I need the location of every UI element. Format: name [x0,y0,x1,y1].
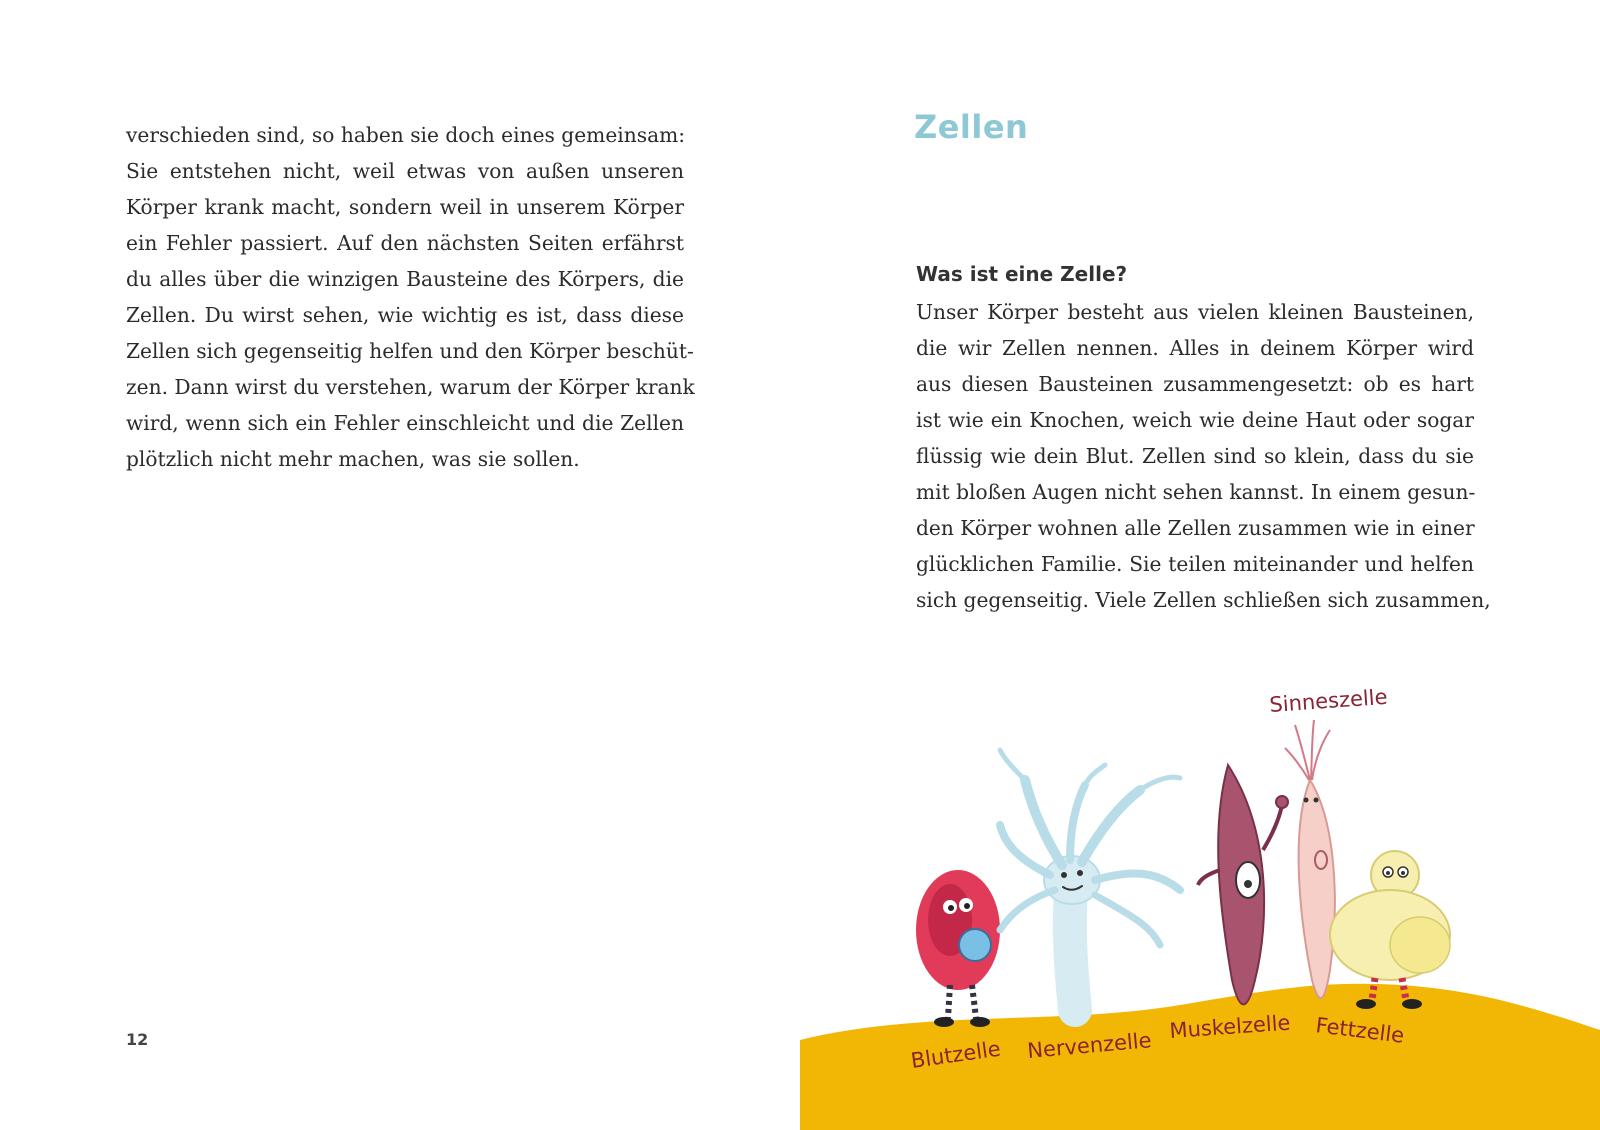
body-line: du alles über die winzigen Bausteine des Körpers, die [126,267,684,291]
body-line: Zellen sich gegenseitig helfen und den Körper beschüt- [126,339,694,363]
chapter-title: Zellen [914,108,1029,146]
page-number: 12 [126,1030,149,1049]
right-page [800,0,1600,1130]
label-sinneszelle: Sinneszelle [1268,684,1389,717]
label-blutzelle: Blutzelle [909,1036,1003,1073]
left-body-text [126,117,695,477]
body-line: ein Fehler passiert. Auf den nächsten Seiten erfährst [126,231,684,255]
body-line: sich gegenseitig. Viele Zellen schließen sich zusammen, [916,588,1491,612]
body-line: aus diesen Bausteinen zusammengesetzt: ob es hart [916,372,1474,396]
muscle-cell-character [1198,765,1288,1004]
body-line: Zellen. Du wirst sehen, wie wichtig es ist, dass diese [126,303,684,327]
body-line: zen. Dann wirst du verstehen, warum der Körper krank [126,375,695,399]
body-line: ist wie ein Knochen, weich wie deine Haut oder sogar [916,408,1474,432]
body-line: Körper krank macht, sondern weil in unserem Körper [126,195,684,219]
label-fettzelle: Fettzelle [1314,1013,1406,1048]
body-line: Unser Körper besteht aus vielen kleinen Bausteinen, [916,300,1474,324]
body-line: Sie entstehen nicht, weil etwas von außen unseren [126,159,684,183]
right-body-text [916,294,1491,618]
sense-cell-character [1285,720,1335,998]
nerve-cell-character [1000,750,1180,1010]
body-line: flüssig wie dein Blut. Zellen sind so klein, dass du sie [916,444,1474,468]
cell-characters-illustration [800,680,1600,1130]
blood-cell-character [916,870,1000,1027]
body-line: verschieden sind, so haben sie doch eines gemeinsam: [126,123,686,147]
body-line: die wir Zellen nennen. Alles in deinem Körper wird [916,336,1474,360]
section-subheading: Was ist eine Zelle? [916,262,1128,286]
body-line: glücklichen Familie. Sie teilen miteinander und helfen [916,552,1474,576]
body-line: den Körper wohnen alle Zellen zusammen wie in einer [916,516,1475,540]
body-line: mit bloßen Augen nicht sehen kannst. In einem gesun- [916,480,1476,504]
body-line: wird, wenn sich ein Fehler einschleicht und die Zellen [126,411,684,435]
label-nervenzelle: Nervenzelle [1026,1028,1153,1063]
body-line: plötzlich nicht mehr machen, was sie sollen. [126,447,580,471]
label-muskelzelle: Muskelzelle [1168,1010,1292,1043]
